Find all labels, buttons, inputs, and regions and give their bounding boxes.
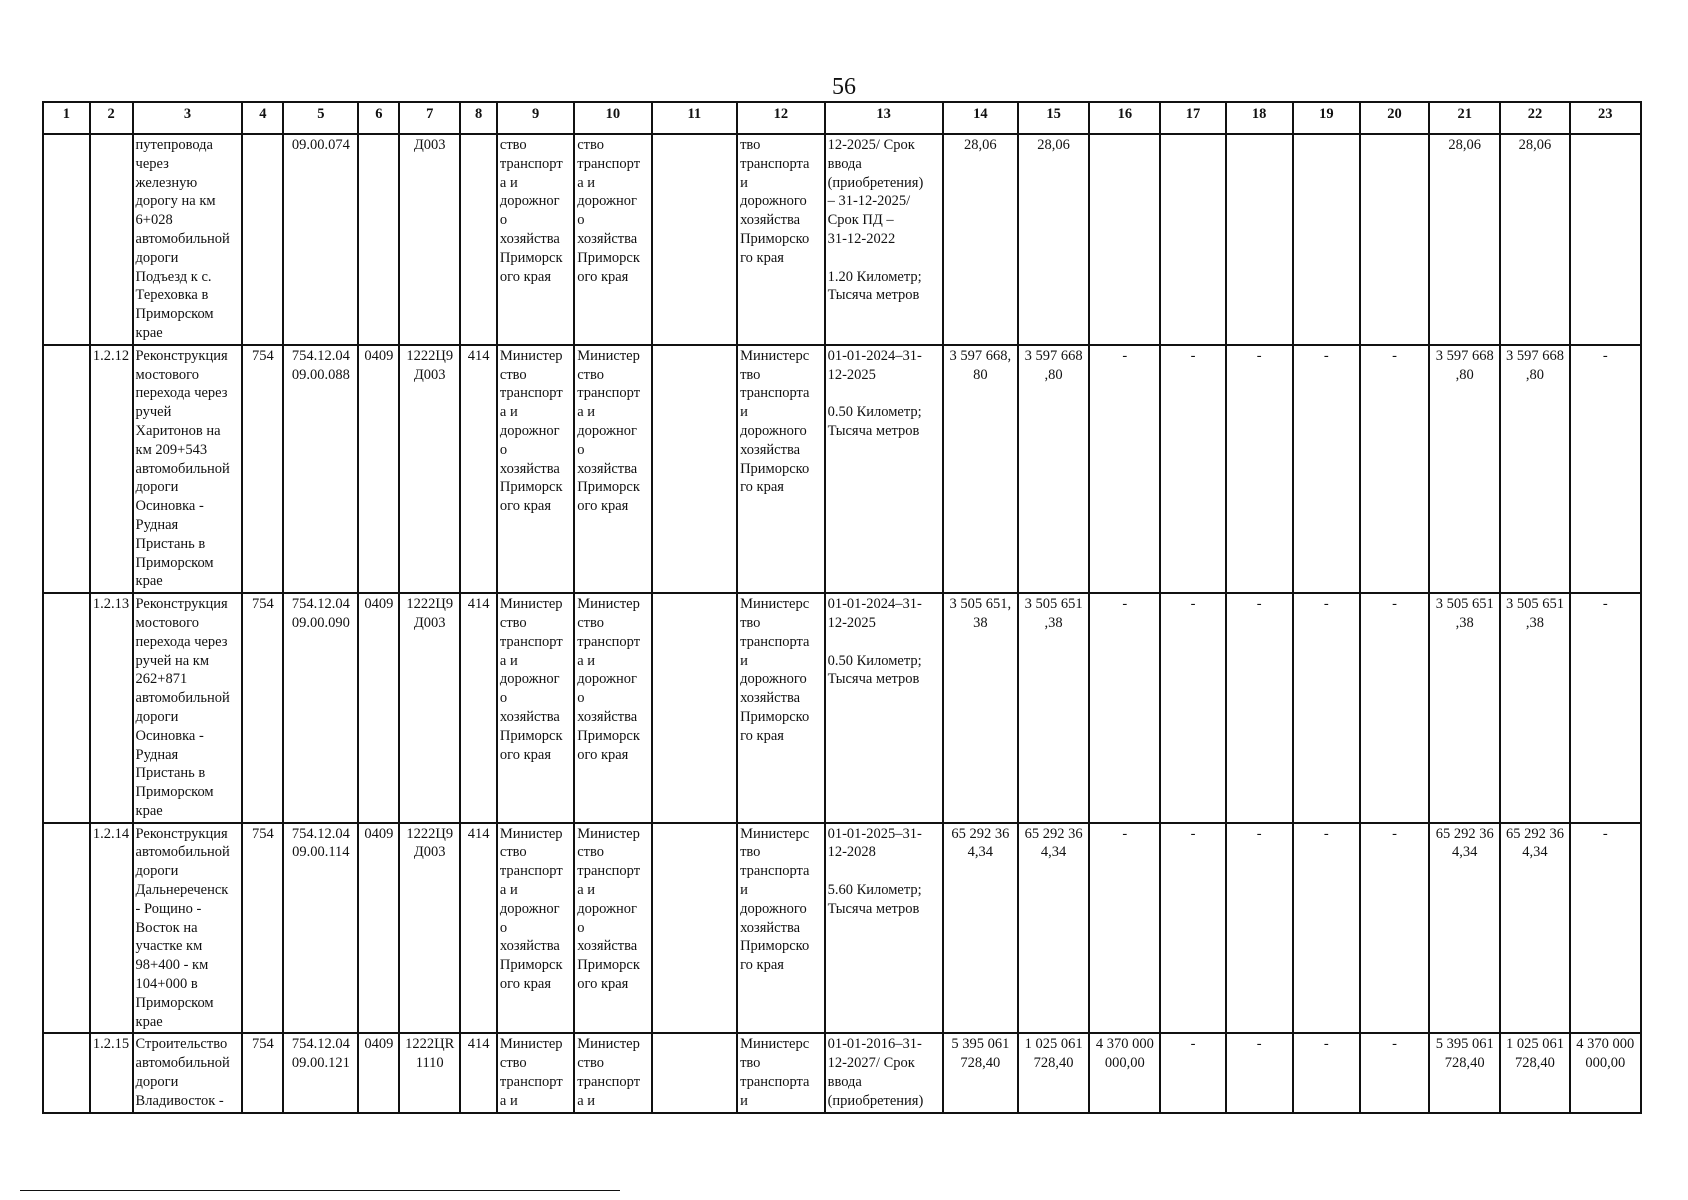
cell-col-8: 414 xyxy=(460,823,497,1034)
cell-col-18: - xyxy=(1226,1033,1293,1112)
column-header-9: 9 xyxy=(497,102,574,134)
column-header-2: 2 xyxy=(90,102,133,134)
cell-col-16: 4 370 000 000,00 xyxy=(1089,1033,1160,1112)
cell-col-2: 1.2.12 xyxy=(90,345,133,593)
cell-col-3: путепровода через железную дорогу на км 6+028 автомобильной дороги Подъезд к с. Тереховка в Приморском крае xyxy=(133,134,243,345)
cell-col-4: 754 xyxy=(242,1033,283,1112)
column-header-1: 1 xyxy=(43,102,90,134)
column-header-5: 5 xyxy=(283,102,358,134)
column-header-18: 18 xyxy=(1226,102,1293,134)
cell-col-16: - xyxy=(1089,823,1160,1034)
cell-col-9: Министер ство транспорт а и дорожног о хозяйства Приморск ого края xyxy=(497,345,574,593)
cell-col-21: 3 597 668 ,80 xyxy=(1429,345,1500,593)
table-row xyxy=(43,134,1641,345)
cell-col-16: - xyxy=(1089,345,1160,593)
cell-col-7: 1222Ц9 Д003 xyxy=(399,593,460,823)
cell-col-11 xyxy=(652,593,737,823)
column-header-17: 17 xyxy=(1160,102,1225,134)
cell-col-20: - xyxy=(1360,1033,1429,1112)
column-header-16: 16 xyxy=(1089,102,1160,134)
cell-col-13: 01-01-2025–31- 12-2028 5.60 Километр; Тысяча метров xyxy=(825,823,943,1034)
cell-col-15: 3 505 651 ,38 xyxy=(1018,593,1089,823)
cell-col-21: 65 292 36 4,34 xyxy=(1429,823,1500,1034)
cell-col-7: Д003 xyxy=(399,134,460,345)
cell-col-20 xyxy=(1360,134,1429,345)
cell-col-22: 3 505 651 ,38 xyxy=(1500,593,1569,823)
cell-col-20: - xyxy=(1360,823,1429,1034)
column-header-22: 22 xyxy=(1500,102,1569,134)
cell-col-1 xyxy=(43,593,90,823)
table-row xyxy=(43,823,1641,1034)
cell-col-12: Министерс тво транспорта и дорожного хозяйства Приморско го края xyxy=(737,345,825,593)
cell-col-4 xyxy=(242,134,283,345)
cell-col-17: - xyxy=(1160,593,1225,823)
cell-col-1 xyxy=(43,1033,90,1112)
cell-col-13: 01-01-2024–31- 12-2025 0.50 Километр; Тысяча метров xyxy=(825,345,943,593)
cell-col-19: - xyxy=(1293,823,1360,1034)
cell-col-16 xyxy=(1089,134,1160,345)
cell-col-23: 4 370 000 000,00 xyxy=(1570,1033,1641,1112)
cell-col-1 xyxy=(43,823,90,1034)
cell-col-22: 65 292 36 4,34 xyxy=(1500,823,1569,1034)
cell-col-14: 3 597 668, 80 xyxy=(943,345,1018,593)
cell-col-22: 28,06 xyxy=(1500,134,1569,345)
cell-col-23: - xyxy=(1570,345,1641,593)
cell-col-15: 3 597 668 ,80 xyxy=(1018,345,1089,593)
cell-col-6: 0409 xyxy=(358,345,399,593)
cell-col-10: Министер ство транспорт а и xyxy=(574,1033,651,1112)
cell-col-17 xyxy=(1160,134,1225,345)
table-row xyxy=(43,593,1641,823)
cell-col-1 xyxy=(43,134,90,345)
cell-col-2 xyxy=(90,134,133,345)
cell-col-23: - xyxy=(1570,823,1641,1034)
cell-col-8: 414 xyxy=(460,345,497,593)
cell-col-18 xyxy=(1226,134,1293,345)
cell-col-13: 12-2025/ Срок ввода (приобретения) – 31-12-2025/ Срок ПД – 31-12-2022 1.20 Километр; Тысяча метров xyxy=(825,134,943,345)
cell-col-21: 28,06 xyxy=(1429,134,1500,345)
column-header-13: 13 xyxy=(825,102,943,134)
cell-col-12: Министерс тво транспорта и xyxy=(737,1033,825,1112)
cell-col-2: 1.2.14 xyxy=(90,823,133,1034)
cell-col-11 xyxy=(652,823,737,1034)
column-header-20: 20 xyxy=(1360,102,1429,134)
cell-col-7: 1222ЦR 1110 xyxy=(399,1033,460,1112)
cell-col-11 xyxy=(652,345,737,593)
cell-col-3: Строительство автомобильной дороги Владивосток - xyxy=(133,1033,243,1112)
cell-col-8: 414 xyxy=(460,1033,497,1112)
cell-col-7: 1222Ц9 Д003 xyxy=(399,823,460,1034)
cell-col-5: 754.12.04 09.00.121 xyxy=(283,1033,358,1112)
cell-col-21: 3 505 651 ,38 xyxy=(1429,593,1500,823)
column-header-15: 15 xyxy=(1018,102,1089,134)
cell-col-5: 09.00.074 xyxy=(283,134,358,345)
cell-col-9: Министер ство транспорт а и xyxy=(497,1033,574,1112)
cell-col-18: - xyxy=(1226,345,1293,593)
cell-col-8 xyxy=(460,134,497,345)
cell-col-17: - xyxy=(1160,1033,1225,1112)
cell-col-23: - xyxy=(1570,593,1641,823)
cell-col-12: тво транспорта и дорожного хозяйства Приморско го края xyxy=(737,134,825,345)
cell-col-23 xyxy=(1570,134,1641,345)
cell-col-9: Министер ство транспорт а и дорожног о хозяйства Приморск ого края xyxy=(497,823,574,1034)
cell-col-7: 1222Ц9 Д003 xyxy=(399,345,460,593)
cell-col-22: 3 597 668 ,80 xyxy=(1500,345,1569,593)
cell-col-6: 0409 xyxy=(358,1033,399,1112)
cell-col-3: Реконструкция мостового перехода через ручей на км 262+871 автомобильной дороги Осиновка - Рудная Пристань в Приморском крае xyxy=(133,593,243,823)
cell-col-15: 65 292 36 4,34 xyxy=(1018,823,1089,1034)
cell-col-14: 3 505 651, 38 xyxy=(943,593,1018,823)
footnote-separator xyxy=(20,1190,620,1191)
cell-col-14: 65 292 36 4,34 xyxy=(943,823,1018,1034)
cell-col-6: 0409 xyxy=(358,593,399,823)
cell-col-12: Министерс тво транспорта и дорожного хозяйства Приморско го края xyxy=(737,593,825,823)
column-header-11: 11 xyxy=(652,102,737,134)
column-header-4: 4 xyxy=(242,102,283,134)
cell-col-5: 754.12.04 09.00.114 xyxy=(283,823,358,1034)
cell-col-5: 754.12.04 09.00.088 xyxy=(283,345,358,593)
cell-col-8: 414 xyxy=(460,593,497,823)
cell-col-21: 5 395 061 728,40 xyxy=(1429,1033,1500,1112)
cell-col-22: 1 025 061 728,40 xyxy=(1500,1033,1569,1112)
cell-col-2: 1.2.13 xyxy=(90,593,133,823)
table-row xyxy=(43,1033,1641,1112)
cell-col-9: ство транспорт а и дорожног о хозяйства Приморск ого края xyxy=(497,134,574,345)
cell-col-18: - xyxy=(1226,823,1293,1034)
cell-col-20: - xyxy=(1360,345,1429,593)
cell-col-12: Министерс тво транспорта и дорожного хозяйства Приморско го края xyxy=(737,823,825,1034)
cell-col-17: - xyxy=(1160,345,1225,593)
cell-col-18: - xyxy=(1226,593,1293,823)
header-row xyxy=(43,102,1641,134)
cell-col-2: 1.2.15 xyxy=(90,1033,133,1112)
cell-col-10: Министер ство транспорт а и дорожног о хозяйства Приморск ого края xyxy=(574,593,651,823)
table-body xyxy=(43,134,1641,1113)
cell-col-6: 0409 xyxy=(358,823,399,1034)
cell-col-17: - xyxy=(1160,823,1225,1034)
cell-col-14: 5 395 061 728,40 xyxy=(943,1033,1018,1112)
cell-col-14: 28,06 xyxy=(943,134,1018,345)
cell-col-19: - xyxy=(1293,593,1360,823)
cell-col-16: - xyxy=(1089,593,1160,823)
cell-col-3: Реконструкция автомобильной дороги Дальнереченск - Рощино - Восток на участке км 98+400 - км 104+000 в Приморском крае xyxy=(133,823,243,1034)
cell-col-19: - xyxy=(1293,1033,1360,1112)
column-header-8: 8 xyxy=(460,102,497,134)
cell-col-19 xyxy=(1293,134,1360,345)
cell-col-6 xyxy=(358,134,399,345)
cell-col-13: 01-01-2024–31- 12-2025 0.50 Километр; Тысяча метров xyxy=(825,593,943,823)
cell-col-15: 28,06 xyxy=(1018,134,1089,345)
cell-col-19: - xyxy=(1293,345,1360,593)
cell-col-15: 1 025 061 728,40 xyxy=(1018,1033,1089,1112)
table-row xyxy=(43,345,1641,593)
cell-col-10: Министер ство транспорт а и дорожног о хозяйства Приморск ого края xyxy=(574,345,651,593)
cell-col-4: 754 xyxy=(242,823,283,1034)
cell-col-5: 754.12.04 09.00.090 xyxy=(283,593,358,823)
column-header-21: 21 xyxy=(1429,102,1500,134)
column-header-7: 7 xyxy=(399,102,460,134)
column-header-23: 23 xyxy=(1570,102,1641,134)
cell-col-20: - xyxy=(1360,593,1429,823)
cell-col-3: Реконструкция мостового перехода через ручей Харитонов на км 209+543 автомобильной дороги Осиновка - Рудная Пристань в Приморском крае xyxy=(133,345,243,593)
column-header-6: 6 xyxy=(358,102,399,134)
column-header-14: 14 xyxy=(943,102,1018,134)
cell-col-11 xyxy=(652,1033,737,1112)
cell-col-9: Министер ство транспорт а и дорожног о хозяйства Приморск ого края xyxy=(497,593,574,823)
cell-col-10: Министер ство транспорт а и дорожног о хозяйства Приморск ого края xyxy=(574,823,651,1034)
column-header-12: 12 xyxy=(737,102,825,134)
column-header-10: 10 xyxy=(574,102,651,134)
budget-table xyxy=(42,101,1642,1114)
cell-col-4: 754 xyxy=(242,345,283,593)
cell-col-13: 01-01-2016–31- 12-2027/ Срок ввода (приобретения) xyxy=(825,1033,943,1112)
cell-col-10: ство транспорт а и дорожног о хозяйства Приморск ого края xyxy=(574,134,651,345)
column-header-3: 3 xyxy=(133,102,243,134)
page-number: 56 xyxy=(832,74,856,100)
cell-col-1 xyxy=(43,345,90,593)
cell-col-11 xyxy=(652,134,737,345)
cell-col-4: 754 xyxy=(242,593,283,823)
column-header-19: 19 xyxy=(1293,102,1360,134)
